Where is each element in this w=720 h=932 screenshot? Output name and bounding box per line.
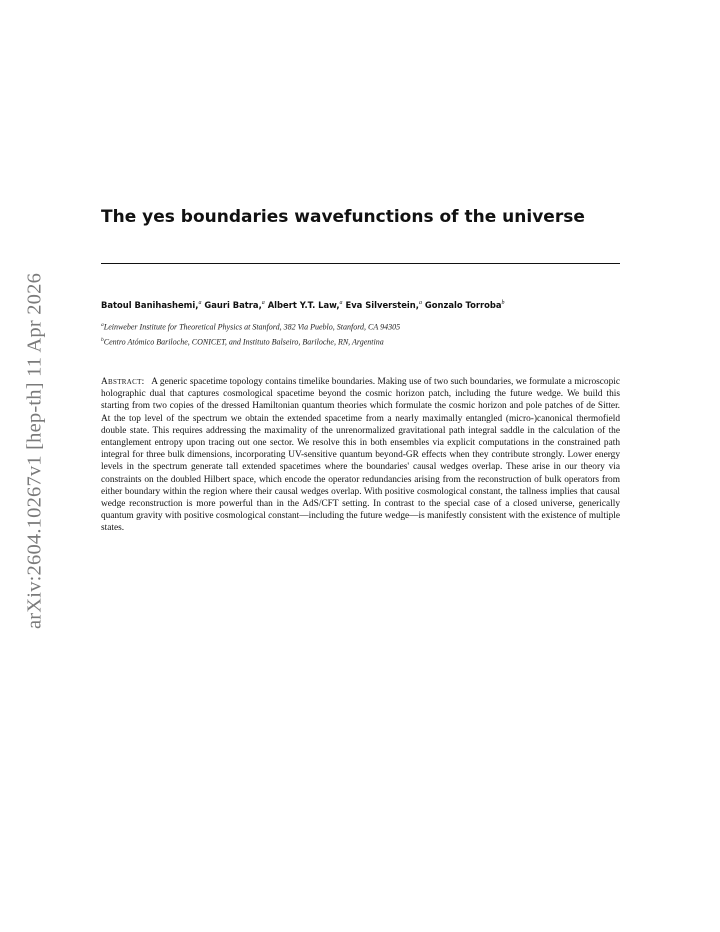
author-name: Gonzalo Torroba <box>424 300 502 310</box>
author-name: Eva Silverstein, <box>345 300 419 310</box>
author-name: Albert Y.T. Law, <box>267 300 340 310</box>
author-name: Batoul Banihashemi, <box>101 300 199 310</box>
affiliation-text: Centro Atómico Bariloche, CONICET, and Instituto Balseiro, Bariloche, RN, Argentina <box>103 337 384 347</box>
affiliation-a <box>101 322 400 332</box>
arxiv-identifier-text: arXiv:2604.10267v1 [hep-th] 11 Apr 2026 <box>23 272 46 630</box>
abstract-text: A generic spacetime topology contains timelike boundaries. Making use of two such boundaries, we formulate a microscopic holographic dual that captures cosmological spacetime beyond the cosmic horizon patch, including the future wedge. We build this starting from two copies of the dressed Hamiltonian quantum theories which formulate the cosmic horizon and pole patches of de Sitter. At the top level of the spectrum we obtain the extended spacetime from a nearly maximally entangled (micro-)canonical thermofield double state. This requires addressing the maximality of the unrenormalized gravitational path integral saddle in the calculation of the entanglement entropy upon tracing out one sector. We resolve this in both ensembles via explicit computations in the constrained path integral for three bulk dimensions, incorporating UV-sensitive quantum beyond-GR effects when they contribute strongly. Lower energy levels in the spectrum generate tall extended spacetimes where the boundaries' causal wedges overlap. These arise in our theory via constraints on the doubled Hilbert space, which encode the operator redundancies arising from the reconstruction of bulk operators from either boundary within the region where their causal wedges overlap. With positive cosmological constant, the tallness implies that causal wedge reconstruction is more powerful than in the AdS/CFT setting. In contrast to the special case of a closed universe, generically quantum gravity with positive cosmological constant—including the future wedge—is manifestly consistent with the existence of multiple states. <box>101 377 620 534</box>
author-name: Gauri Batra, <box>204 300 262 310</box>
abstract <box>101 376 620 535</box>
paper-title: The yes boundaries wavefunctions of the universe <box>101 207 585 227</box>
affiliation-mark: a <box>339 300 343 307</box>
affiliation-mark: a <box>198 300 202 307</box>
affiliation-mark: a <box>418 300 422 307</box>
arxiv-identifier-stamp <box>17 258 53 644</box>
title-divider <box>101 263 620 264</box>
affiliation-mark: b <box>101 337 104 343</box>
affiliation-mark: a <box>261 300 265 307</box>
affiliation-mark: a <box>101 322 104 328</box>
affiliation-b <box>101 337 384 347</box>
author-list <box>101 300 505 310</box>
abstract-heading: Abstract: <box>101 377 145 387</box>
affiliation-text: Leinweber Institute for Theoretical Physics at Stanford, 382 Via Pueblo, Stanford, CA 94305 <box>103 322 401 332</box>
affiliation-mark: b <box>501 300 505 307</box>
